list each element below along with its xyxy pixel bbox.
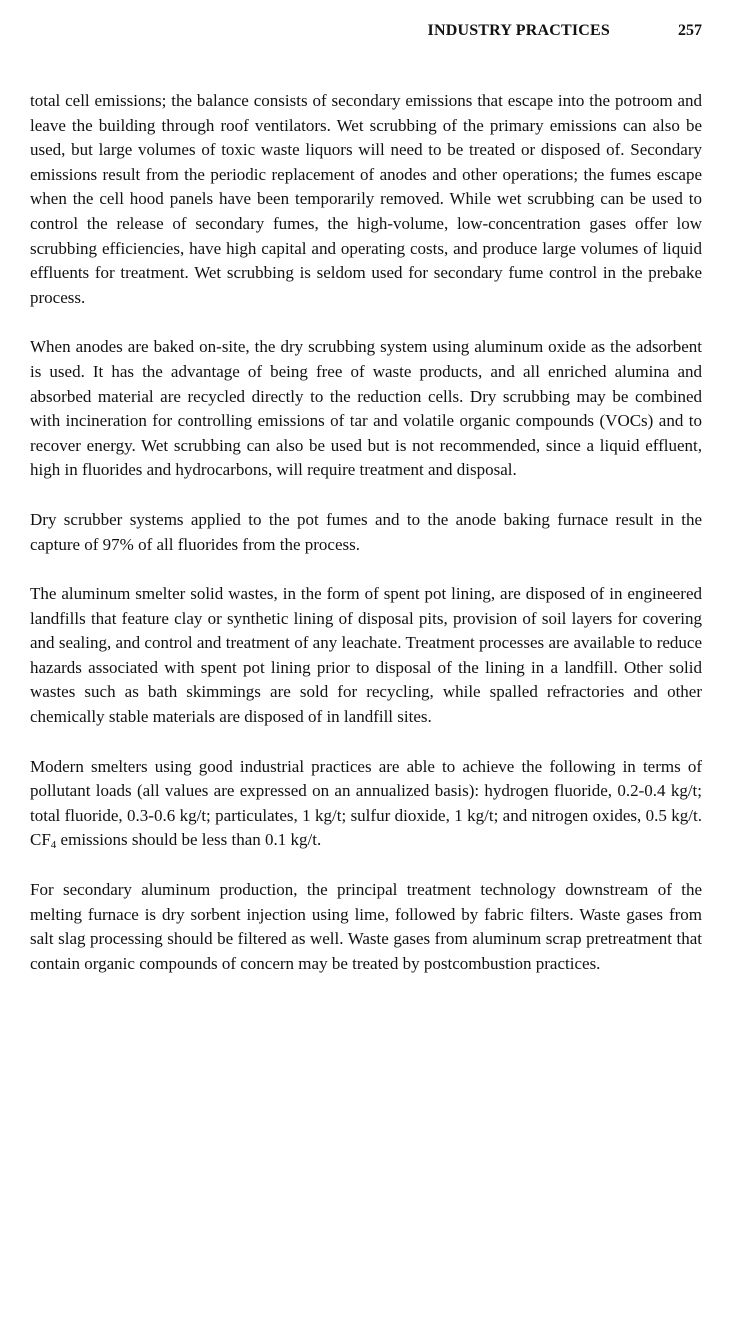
running-head xyxy=(30,22,702,44)
paragraph-secondary-production: For secondary aluminum production, the principal treatment technology downstream of the melting furnace is dry sorbent injection using lime, followed by fabric filters. Waste gases from salt slag processing should be filtered as well. Waste gases from aluminum scrap pretreatment that contain organic compounds of concern may be treated by postcombustion practices. xyxy=(30,880,702,973)
cf4-subscript: 4 xyxy=(50,839,57,852)
paragraph-solid-wastes: The aluminum smelter solid wastes, in the form of spent pot lining, are disposed of in engineered landfills that feature clay or synthetic lining of disposal pits, provision of soil layers for covering and sealing, and control and treatment of any leachate. Treatment processes are available to reduce hazards associated with spent pot lining prior to disposal of the lining in a landfill. Other solid wastes such as bath skimmings are sold for recycling, while spalled refractories and other chemically stable materials are disposed of in landfill sites. xyxy=(30,584,702,727)
pollutant-loads-text: Modern smelters using good industrial practices are able to achieve the following in terms of pollutant loads (all values are expressed on an annualized basis): hydrogen fluoride, 0.2-0.4 kg/t; total fluoride, 0.3-0.6 kg/t; particulates, 1 kg/t; sulfur dioxide, 1 kg/t; and nitrogen oxides, 0.5 kg/t. CF xyxy=(30,756,702,850)
pollutant-loads-text-end: emissions should be less than 0.1 kg/t. xyxy=(56,830,322,850)
paragraph-wet-scrubbing: total cell emissions; the balance consists of secondary emissions that escape into the potroom and leave the building through roof ventilators. Wet scrubbing of the primary emissions can also be used, but large volumes of toxic waste liquors will need to be treated or disposed of. Secondary emissions result from the periodic replacement of anodes and other operations; the fumes escape when the cell hood panels have been temporarily removed. While wet scrubbing can be used to control the release of secondary fumes, the high-volume, low-concentration gases offer low scrubbing efficiencies, have high capital and operating costs, and produce large volumes of liquid effluents for treatment. Wet scrubbing is seldom used for secondary fume control in the prebake process. xyxy=(30,91,702,307)
running-head-title: INDUSTRY PRACTICES xyxy=(427,22,610,39)
page-number: 257 xyxy=(678,22,702,39)
paragraph-fluoride-capture: Dry scrubber systems applied to the pot fumes and to the anode baking furnace result in the capture of 97% of all fluorides from the process. xyxy=(30,509,702,554)
paragraph-pollutant-loads xyxy=(30,755,702,853)
body-text xyxy=(30,89,702,1001)
paragraph-dry-scrubbing: When anodes are baked on-site, the dry scrubbing system using aluminum oxide as the adsorbent is used. It has the advantage of being free of waste products, and all enriched alumina and absorbed material are recycled directly to the reduction cells. Dry scrubbing may be combined with incineration for controlling emissions of tar and volatile organic compounds (VOCs) and to recover energy. Wet scrubbing can also be used but is not recommended, since a liquid effluent, high in fluorides and hydrocarbons, will require treatment and disposal. xyxy=(30,337,702,480)
